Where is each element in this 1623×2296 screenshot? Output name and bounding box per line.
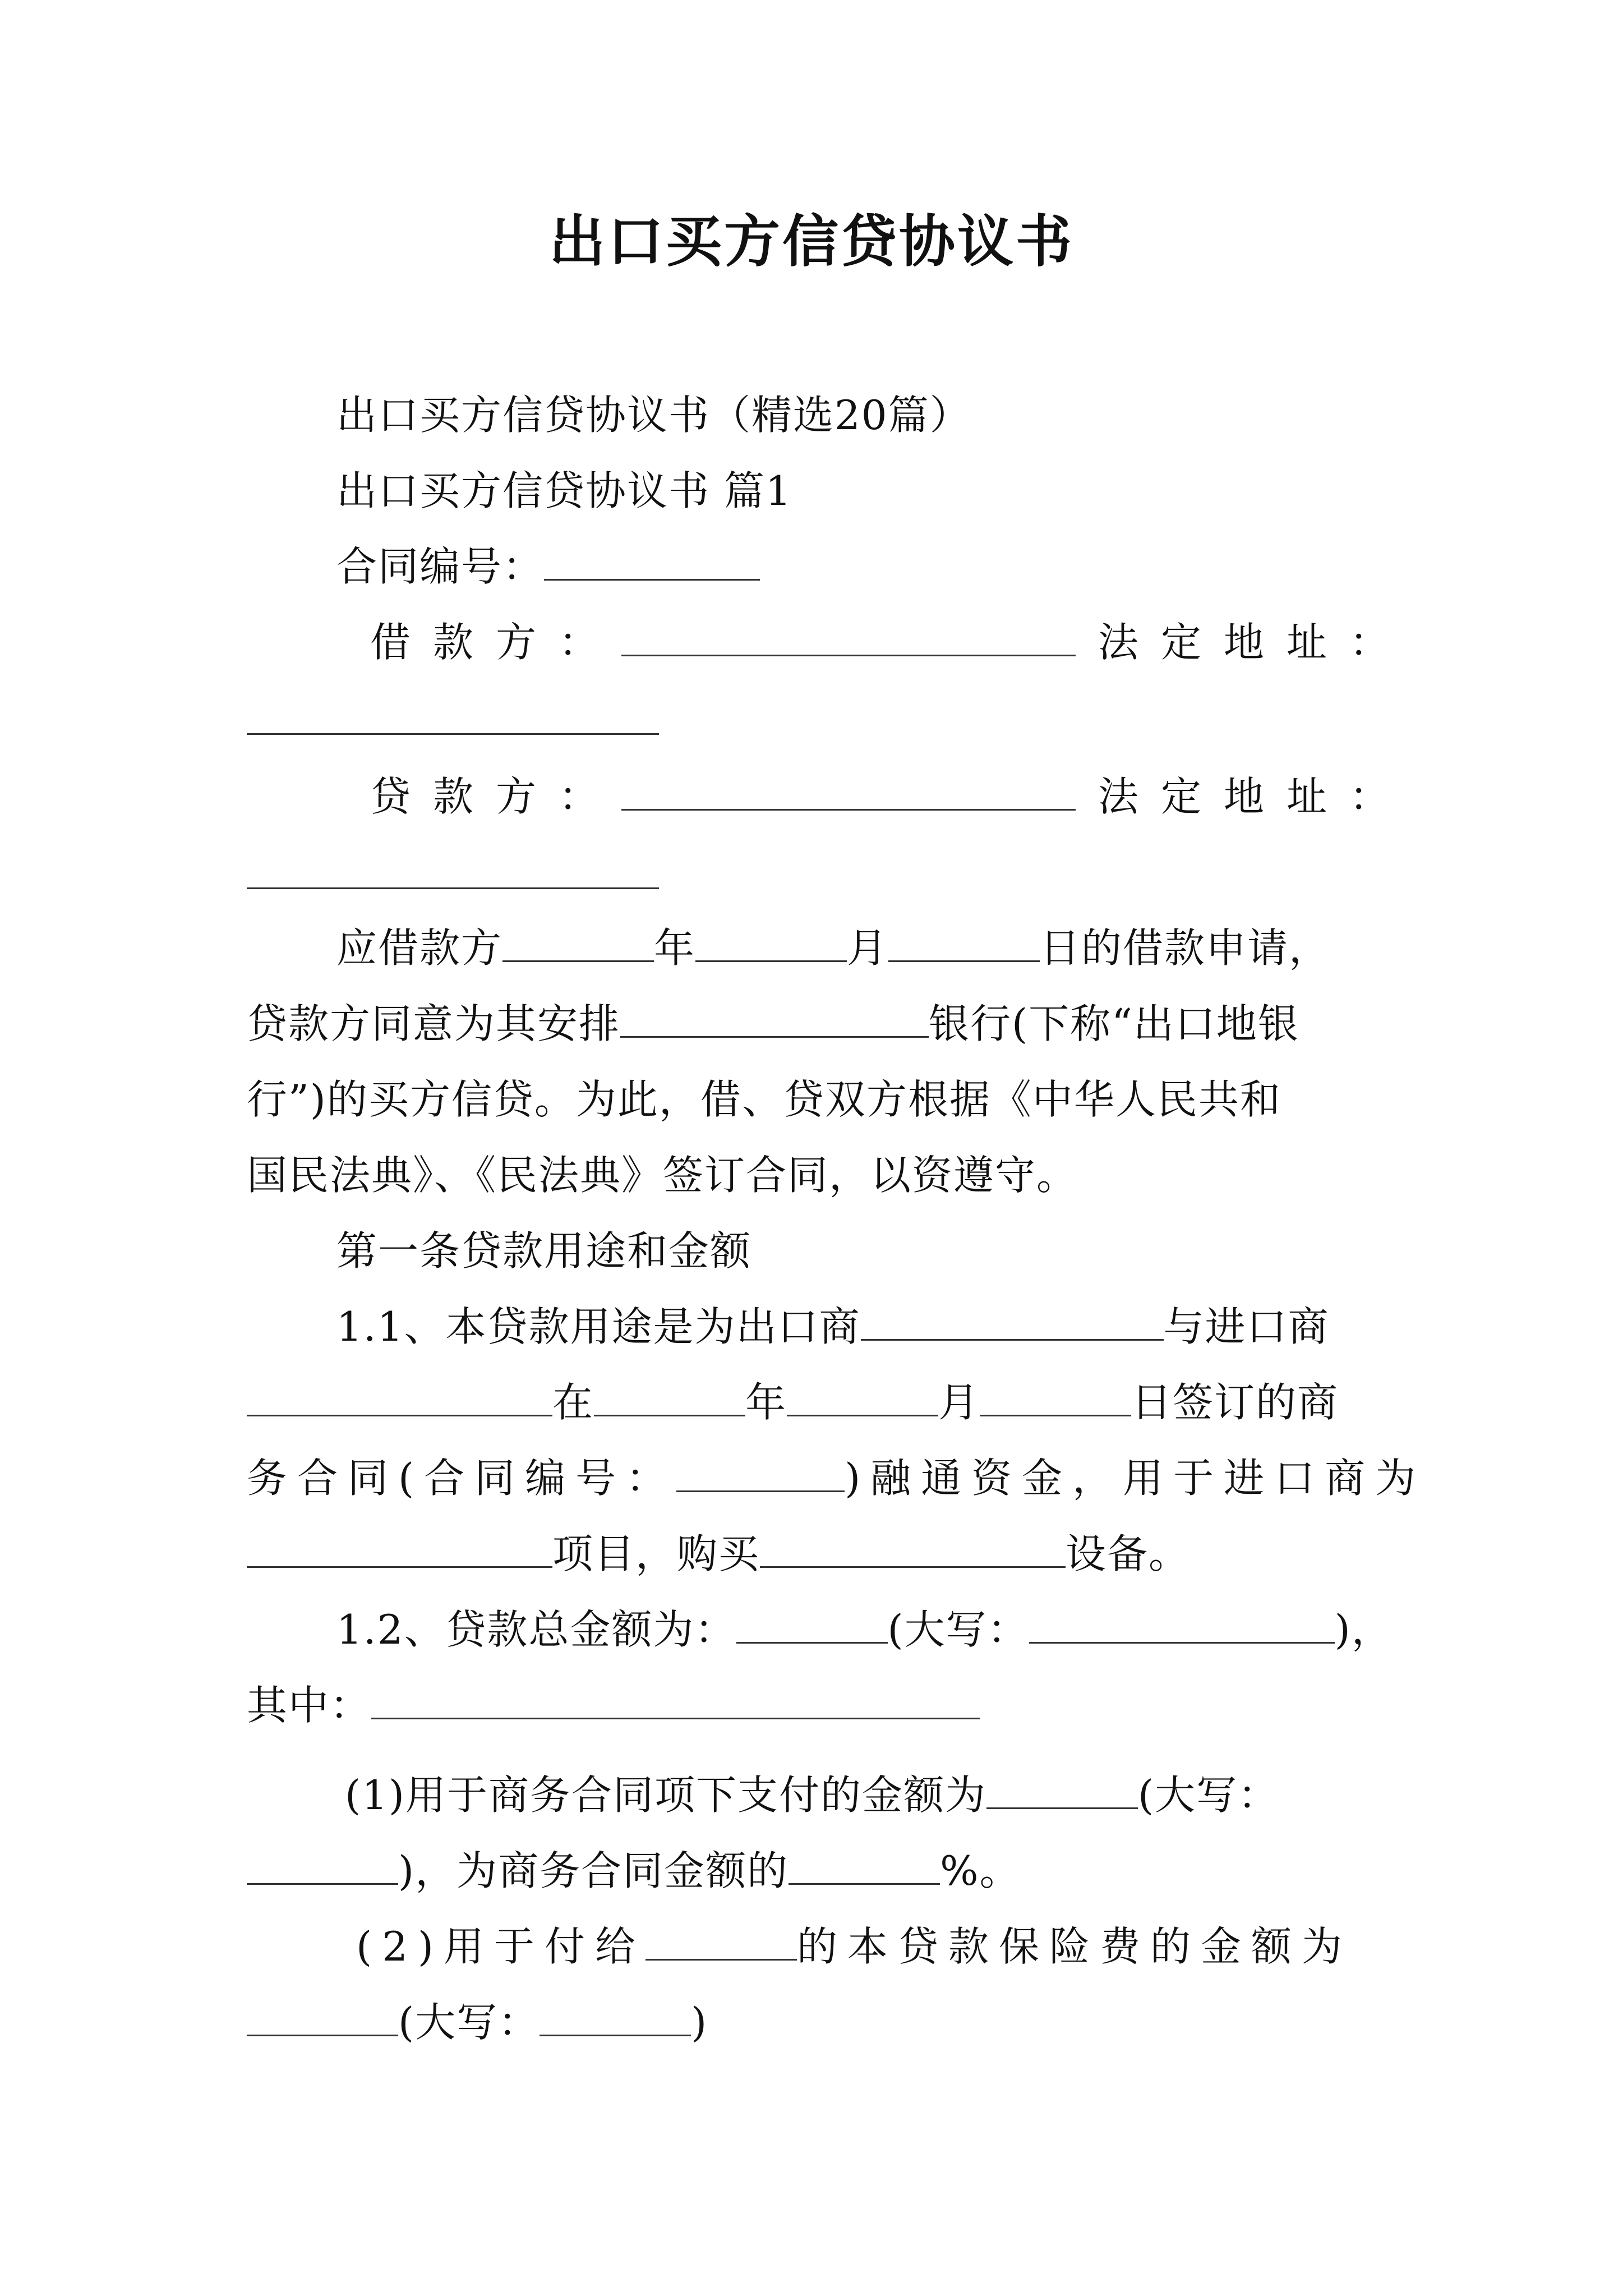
importer-blank [247, 1379, 552, 1416]
sign-year-blank [594, 1379, 745, 1416]
project-blank [247, 1530, 552, 1568]
clause-1-2-1-line-2 [247, 1843, 1021, 1899]
commercial-contract-no-blank [676, 1455, 845, 1492]
insurer-blank [645, 1923, 797, 1961]
text: 务合同(合同编号： [247, 1455, 677, 1502]
text: 日签订的商 [1131, 1379, 1339, 1426]
lender-address-label: 法定地址： [1098, 773, 1413, 820]
day-blank [888, 924, 1040, 962]
text: (大写： [887, 1606, 1029, 1653]
month-blank [695, 924, 847, 962]
text: (2)用于付给 [356, 1923, 645, 1970]
text: 在 [552, 1379, 594, 1426]
text: )， [1334, 1606, 1393, 1653]
clause-1-1-line-4 [247, 1526, 1190, 1582]
section-heading: 出口买方信贷协议书 篇1 [336, 467, 792, 514]
lender-blank [621, 773, 1076, 811]
insurance-amount-blank [247, 1999, 398, 2036]
insurance-amount-words-blank [540, 1999, 691, 2036]
text: 年 [745, 1379, 787, 1426]
text: (1)用于商务合同项下支付的金额为 [345, 1772, 986, 1819]
borrower-address-label: 法定地址： [1098, 619, 1413, 666]
borrower-address-blank [247, 732, 659, 735]
contract-number-line [336, 539, 760, 595]
text: 设备。 [1066, 1530, 1191, 1577]
text: 与进口商 [1163, 1303, 1330, 1350]
payment-amount-blank [986, 1772, 1138, 1809]
lender-line [336, 769, 1412, 825]
lender-address-blank [247, 886, 659, 889]
clause-1-2-line-2 [247, 1677, 980, 1733]
text: 日的借款申请， [1040, 924, 1331, 972]
breakdown-blank [371, 1682, 980, 1719]
clause-1-2-line-1 [336, 1602, 1393, 1658]
text: 月 [847, 924, 889, 972]
text: ) [691, 1999, 708, 2046]
text: 银行(下称“出口地银 [929, 1000, 1299, 1047]
percentage-blank [789, 1847, 940, 1885]
year-blank [502, 924, 654, 962]
bank-blank [620, 1000, 929, 1038]
text: 贷款方同意为其安排 [247, 1000, 621, 1047]
clause-1-1-line-2 [247, 1374, 1339, 1430]
clause-1-2-1-line-1 [345, 1767, 1279, 1823]
text: 的本贷款保险费的金额为 [797, 1923, 1353, 1970]
total-amount-blank [736, 1606, 888, 1644]
clause-1-1-line-1 [336, 1299, 1330, 1355]
text: 应借款方 [336, 924, 503, 972]
document-title: 出口买方信贷协议书 [549, 208, 1074, 274]
text: 项目，购买 [552, 1530, 760, 1577]
text: 1.1、本贷款用途是为出口商 [336, 1303, 861, 1350]
paragraph-1-line-3: 行”)的买方信贷。为此，借、贷双方根据《中华人民共和 [247, 1076, 1281, 1123]
clause-1-2-2-line-2 [247, 1994, 708, 2050]
text: (大写： [398, 1999, 540, 2046]
text: %。 [940, 1847, 1021, 1894]
contract-number-label: 合同编号： [336, 543, 545, 590]
text: 其中： [247, 1682, 372, 1729]
borrower-label: 借款方： [370, 619, 622, 666]
total-amount-words-blank [1029, 1606, 1335, 1644]
text: )，为商务合同金额的 [398, 1847, 789, 1894]
text: 月 [938, 1379, 980, 1426]
borrower-blank [621, 619, 1076, 656]
sign-day-blank [980, 1379, 1131, 1416]
text: )融通资金，用于进口商为 [845, 1455, 1426, 1502]
sign-month-blank [787, 1379, 938, 1416]
payment-amount-words-blank [247, 1847, 398, 1885]
text: 1.2、贷款总金额为： [336, 1606, 736, 1653]
text: (大写： [1138, 1772, 1280, 1819]
text: 年 [654, 924, 696, 972]
exporter-blank [861, 1303, 1164, 1341]
paragraph-1-line-4: 国民法典》、《民法典》签订合同，以资遵守。 [247, 1152, 1078, 1199]
lender-label: 贷款方： [370, 773, 622, 820]
paragraph-1-line-1 [336, 920, 1330, 976]
clause-1-1-line-3 [247, 1450, 1426, 1506]
clause-1-2-2-line-1 [356, 1918, 1352, 1975]
paragraph-1-line-2 [247, 996, 1299, 1052]
document-subtitle: 出口买方信贷协议书（精选20篇） [336, 392, 971, 439]
article-1-heading: 第一条贷款用途和金额 [336, 1227, 752, 1274]
equipment-blank [760, 1530, 1066, 1568]
contract-number-blank [544, 543, 760, 581]
borrower-line [336, 614, 1412, 670]
